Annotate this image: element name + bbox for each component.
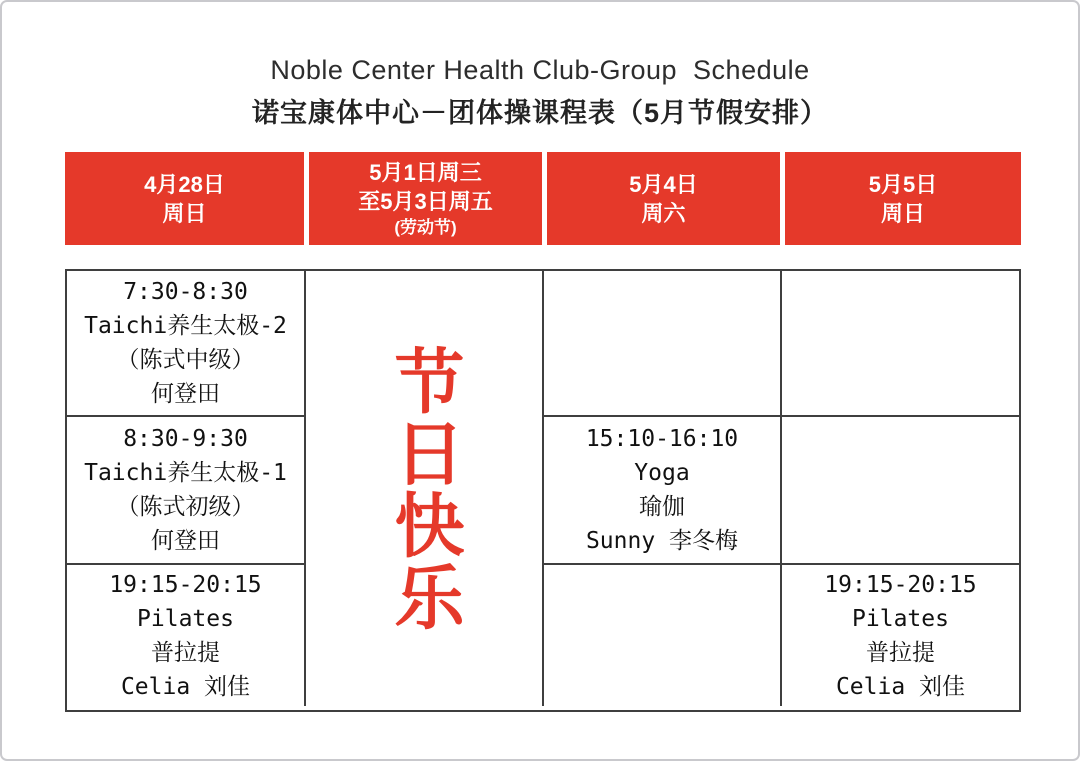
class-coach: Celia 刘佳	[835, 673, 966, 700]
date-label: 5月4日	[629, 171, 698, 197]
class-name: Pilates	[137, 605, 234, 632]
date-label: 5月5日	[868, 171, 938, 197]
holiday-note: (劳动节)	[394, 218, 457, 237]
class-name: Taichi养生太极-2	[84, 313, 287, 339]
class-time: 19:15-20:15	[109, 571, 262, 598]
page-title-chinese: 诺宝康体中心－团体操课程表（5月节假安排）	[251, 98, 828, 128]
date-header-may1-to-may3	[304, 152, 542, 245]
date-header-may5	[780, 152, 1021, 245]
class-coach: 何登田	[151, 528, 220, 554]
holiday-merged-cell	[306, 271, 544, 706]
page-title-english: Noble Center Health Club-Group Schedule	[270, 55, 810, 85]
empty-cell-may5-morning	[782, 271, 1019, 417]
weekday-label: 周日	[162, 200, 207, 226]
date-label: 4月28日	[144, 171, 225, 197]
date-header-row	[65, 152, 1021, 245]
empty-cell-may5-afternoon	[782, 417, 1019, 565]
class-name: Yoga	[634, 460, 690, 486]
class-cell-apr28-pilates	[67, 565, 306, 706]
class-cell-apr28-taichi2	[67, 271, 306, 417]
class-level: 瑜伽	[639, 494, 685, 520]
weekday-label: 周日	[880, 200, 925, 226]
class-time: 19:15-20:15	[824, 571, 977, 598]
empty-cell-may4-morning	[544, 271, 782, 417]
class-level: 普拉提	[866, 639, 935, 666]
class-level: 普拉提	[151, 639, 220, 666]
class-time: 15:10-16:10	[585, 426, 739, 452]
schedule-table	[65, 269, 1021, 712]
class-time: 7:30-8:30	[123, 279, 248, 305]
class-coach: 何登田	[151, 381, 220, 407]
class-cell-may5-pilates	[782, 565, 1019, 706]
holiday-message: 节日快乐	[385, 344, 463, 633]
class-coach: Celia 刘佳	[120, 673, 251, 700]
class-name: Pilates	[852, 605, 949, 632]
date-header-apr28	[65, 152, 304, 245]
date-header-may4	[542, 152, 780, 245]
class-time: 8:30-9:30	[123, 426, 248, 452]
class-level: （陈式中级）	[116, 347, 255, 373]
weekday-label: 周六	[641, 200, 686, 226]
class-coach: Sunny 李冬梅	[585, 528, 739, 554]
class-cell-may4-yoga	[544, 417, 782, 565]
date-label: 至5月3日周五	[358, 189, 493, 214]
class-cell-apr28-taichi1	[67, 417, 306, 565]
class-name: Taichi养生太极-1	[84, 460, 287, 486]
class-level: （陈式初级）	[116, 494, 255, 520]
date-label: 5月1日周三	[369, 160, 482, 185]
empty-cell-may4-evening	[544, 565, 782, 706]
